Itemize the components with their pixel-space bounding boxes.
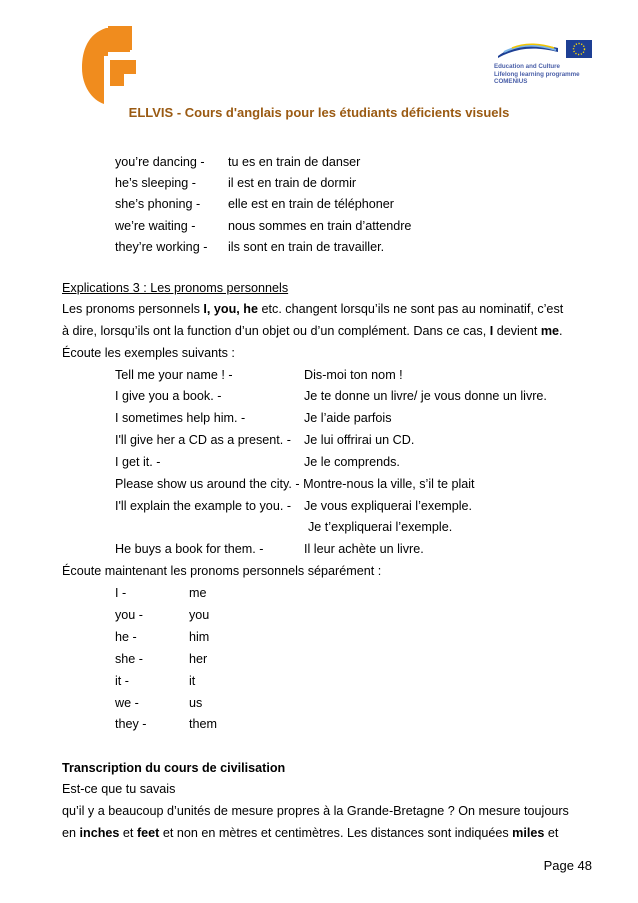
pronoun-subject: you -	[115, 608, 143, 622]
example-en: Tell me your name ! -	[115, 368, 233, 382]
pronoun-object: him	[189, 630, 210, 644]
pronoun-object: her	[189, 652, 208, 666]
example-fr: Dis-moi ton nom !	[304, 368, 403, 382]
example-fr: Je le comprends.	[304, 455, 400, 469]
pronoun-subject: it -	[115, 674, 129, 688]
pronoun-subject: they -	[115, 717, 147, 731]
pair-fr: elle est en train de téléphoner	[228, 197, 394, 211]
example-fr: Je lui offrirai un CD.	[304, 433, 415, 447]
paragraph-line: Les pronoms personnels I, you, he etc. changent lorsqu’ils ne sont pas au nominatif, c’est	[62, 302, 564, 316]
ellvis-logo	[80, 26, 138, 106]
example-en: He buys a book for them. -	[115, 542, 264, 556]
eu-logo-line: Lifelong learning programme	[494, 70, 580, 78]
example-en: I sometimes help him. -	[115, 411, 246, 425]
eu-programme-logo	[494, 38, 594, 86]
pronoun-subject: he -	[115, 630, 137, 644]
pair-fr: il est en train de dormir	[228, 176, 357, 190]
pronoun-object: us	[189, 696, 203, 710]
pair-en: you’re dancing -	[115, 155, 205, 169]
section-heading: Explications 3 : Les pronoms personnels	[62, 281, 289, 295]
pronoun-object: it	[189, 674, 196, 688]
eu-swoosh-icon	[494, 38, 594, 62]
paragraph-line: Est-ce que tu savais	[62, 782, 176, 796]
page-number: Page 48	[543, 858, 592, 873]
example-fr: Je te donne un livre/ je vous donne un livre.	[304, 389, 547, 403]
example-en: I get it. -	[115, 455, 161, 469]
example-en: I'll explain the example to you. -	[115, 499, 292, 513]
example-en: I give you a book. -	[115, 389, 222, 403]
paragraph-line: Écoute maintenant les pronoms personnels séparément :	[62, 564, 382, 578]
example-fr: Je l’aide parfois	[304, 411, 392, 425]
pair-en: they’re working -	[115, 240, 208, 254]
pair-fr: tu es en train de danser	[228, 155, 361, 169]
header-title: ELLVIS - Cours d'anglais pour les étudiants déficients visuels	[128, 105, 510, 120]
eu-logo-line: Education and Culture	[494, 63, 561, 70]
example-fr: Je t’expliquerai l’exemple.	[308, 520, 453, 534]
pronoun-object: you	[189, 608, 210, 622]
paragraph-line: à dire, lorsqu’ils ont la function d’un objet ou d’un complément. Dans ce cas, I devient me.	[62, 324, 563, 338]
example-en: I'll give her a CD as a present. -	[115, 433, 291, 447]
pair-fr: nous sommes en train d’attendre	[228, 219, 412, 233]
pair-fr: ils sont en train de travailler.	[228, 240, 385, 254]
eu-logo-line: COMENIUS	[494, 78, 528, 86]
paragraph-line: qu’il y a beaucoup d’unités de mesure propres à la Grande-Bretagne ? On mesure toujours	[62, 804, 569, 818]
pronoun-object: me	[189, 586, 207, 600]
example-fr: Il leur achète un livre.	[304, 542, 424, 556]
pair-en: she’s phoning -	[115, 197, 201, 211]
pair-en: we’re waiting -	[115, 219, 196, 233]
paragraph-line: en inches et feet et non en mètres et centimètres. Les distances sont indiquées miles et	[62, 826, 559, 840]
pronoun-subject: we -	[115, 696, 139, 710]
example-fr: Je vous expliquerai l’exemple.	[304, 499, 473, 513]
pair-en: he’s sleeping -	[115, 176, 196, 190]
pronoun-subject: she -	[115, 652, 143, 666]
example-en: Please show us around the city. - Montre-nous la ville, s’il te plait	[115, 477, 475, 491]
pronoun-object: them	[189, 717, 217, 731]
paragraph-line: Écoute les exemples suivants :	[62, 346, 235, 360]
section-heading: Transcription du cours de civilisation	[62, 761, 286, 775]
pronoun-subject: I -	[115, 586, 127, 600]
